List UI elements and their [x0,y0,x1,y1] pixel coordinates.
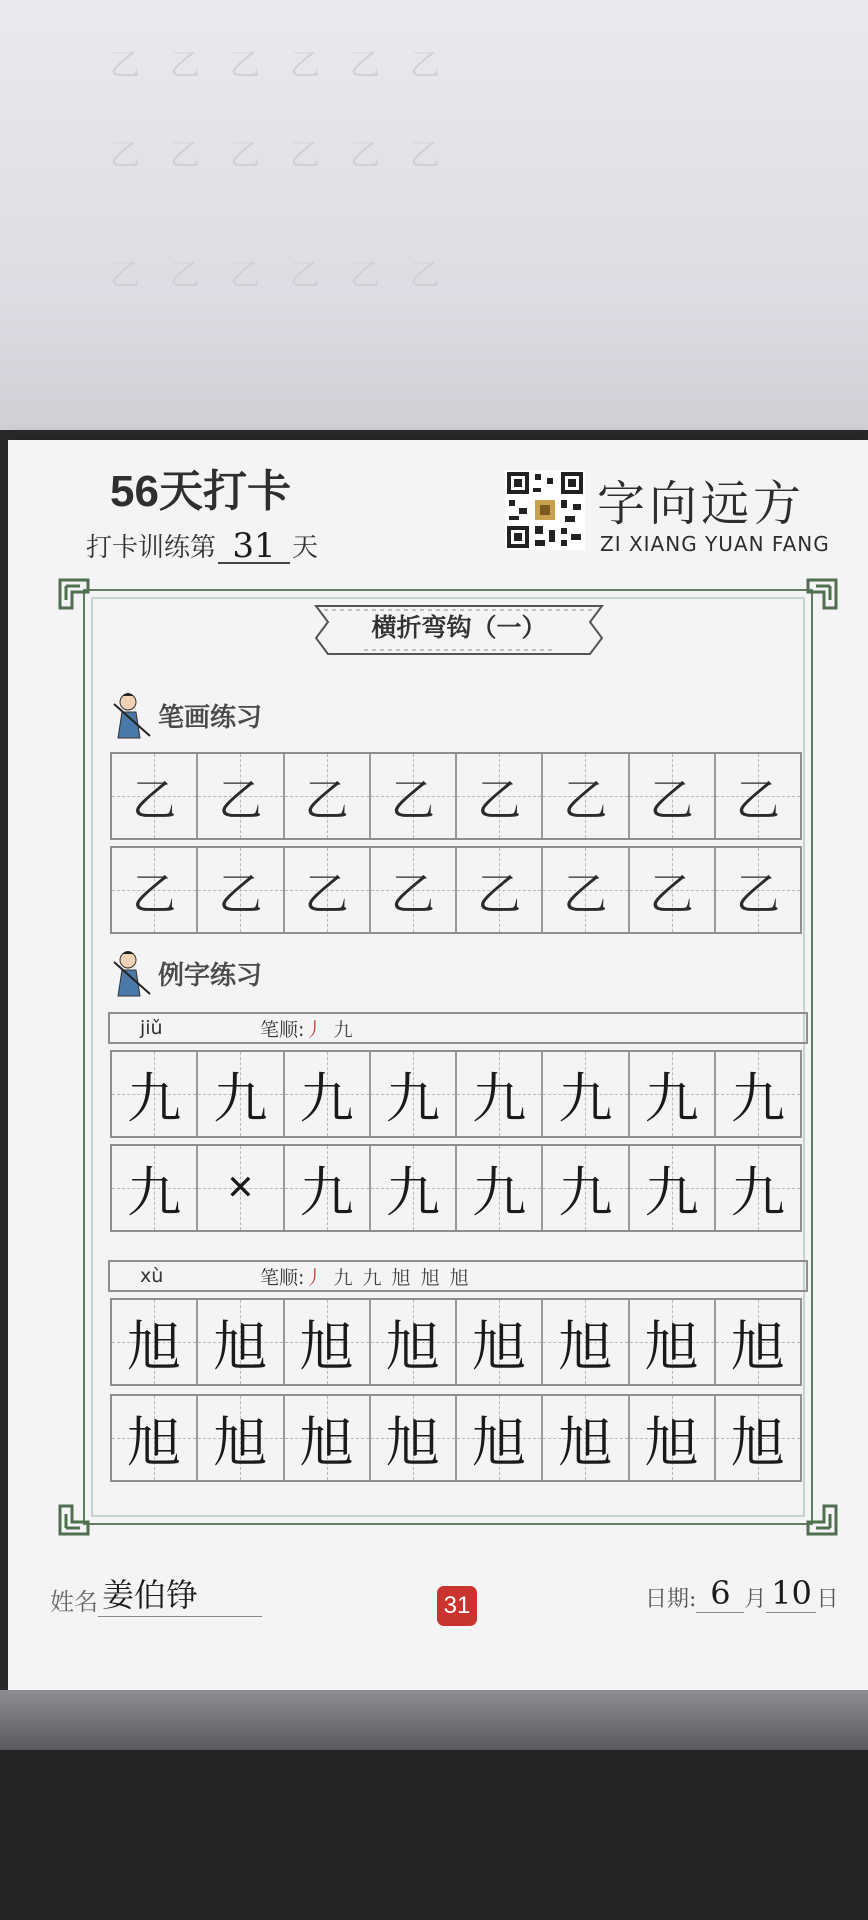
stroke-order-rest: 九 九 旭 旭 旭 [325,1266,471,1289]
calligrapher-icon [112,948,152,998]
handwritten-char: 旭 [558,1314,613,1378]
name-label: 姓名 [50,1588,98,1616]
month-label: 月 [744,1587,767,1612]
practice-cell [198,1300,284,1384]
stroke-order-first: 丿 [304,1266,326,1289]
practice-cell [716,754,800,838]
example-practice-heading [112,948,262,998]
practice-cell [630,754,716,838]
practice-cell [716,1300,800,1384]
practice-cell [457,754,543,838]
stroke-glyph: 乙 [735,775,780,826]
checkin-day-suffix: 天 [292,533,319,563]
lesson-title-banner [314,600,604,662]
practice-cell [112,1052,198,1136]
pinyin: xù [140,1265,164,1287]
practice-cell [198,848,284,932]
date-line [645,1574,838,1613]
calligrapher-icon [112,690,152,740]
practice-cell [285,848,371,932]
page-number-badge: 31 [437,1586,477,1626]
checkin-day-prefix: 打卡训练第 [86,533,217,563]
practice-cell [371,1052,457,1136]
practice-cell [543,1146,629,1230]
practice-cell [371,848,457,932]
handwritten-char: 旭 [472,1314,527,1378]
handwritten-char: 旭 [213,1410,268,1474]
handwritten-char: 九 [127,1160,182,1224]
stroke-glyph: 乙 [477,775,522,826]
handwritten-char: 九 [385,1066,440,1130]
handwritten-char: 旭 [127,1314,182,1378]
stroke-glyph: 乙 [390,869,435,920]
example-row-jiu-1 [110,1050,802,1138]
student-name-line [50,1570,262,1617]
checkin-day-value: 31 [218,530,290,564]
practice-cell [285,1396,371,1480]
practice-cell [371,1396,457,1480]
student-name-value: 姜伯铮 [98,1570,262,1617]
stroke-order-rest: 九 [325,1018,355,1041]
handwritten-char: 九 [644,1066,699,1130]
practice-cell [543,1396,629,1480]
example-practice-label: 例字练习 [158,960,263,991]
stroke-order-first: 丿 [304,1018,326,1041]
handwritten-char: 旭 [558,1410,613,1474]
practice-cell [716,1052,800,1136]
char-info-bar-jiu [108,1012,808,1044]
practice-cell [543,848,629,932]
date-label: 日期: [645,1587,697,1612]
stroke-practice-label: 笔画练习 [158,702,263,733]
stroke-practice-row-2 [110,846,802,934]
brand-logo-english: ZI XIANG YUAN FANG [600,532,830,556]
handwritten-char: 旭 [385,1314,440,1378]
stroke-glyph: 乙 [477,869,522,920]
stroke-glyph: 乙 [390,775,435,826]
stroke-glyph: 乙 [649,869,694,920]
handwritten-char: 九 [472,1160,527,1224]
crossed-out-mark: ✕ [226,1168,255,1208]
practice-cell [457,1052,543,1136]
handwritten-char: 旭 [730,1314,785,1378]
example-row-xu-1 [110,1298,802,1386]
handwritten-char: 九 [472,1066,527,1130]
handwritten-char: 旭 [299,1410,354,1474]
practice-cell [543,754,629,838]
handwritten-char: 旭 [730,1410,785,1474]
stroke-glyph: 乙 [649,775,694,826]
stroke-glyph: 乙 [563,869,608,920]
example-row-jiu-2 [110,1144,802,1232]
handwritten-char: 九 [730,1160,785,1224]
practice-cell [716,848,800,932]
practice-cell [112,1396,198,1480]
practice-cell [457,1300,543,1384]
show-through-marks: 乙 乙 乙 乙 乙 乙 [110,258,440,293]
show-through-marks: 乙 乙 乙 乙 乙 乙 [110,138,440,173]
practice-cell [716,1146,800,1230]
handwritten-char: 九 [385,1160,440,1224]
practice-cell [285,1146,371,1230]
practice-cell [371,754,457,838]
previous-page-sheet [0,0,868,430]
stroke-practice-heading [112,690,262,740]
stroke-order [304,1263,470,1290]
example-row-xu-2 [110,1394,802,1482]
handwritten-char: 旭 [213,1314,268,1378]
practice-cell [630,1146,716,1230]
handwritten-char: 旭 [385,1410,440,1474]
handwritten-char: 旭 [299,1314,354,1378]
practice-cell [112,848,198,932]
day-label: 日 [816,1587,839,1612]
stroke-glyph: 乙 [304,775,349,826]
stroke-glyph: 乙 [563,775,608,826]
practice-cell [543,1300,629,1384]
practice-cell [285,1300,371,1384]
brand-logo-chinese: 字向远方 [597,476,806,532]
practice-cell [630,1396,716,1480]
handwritten-char: 九 [644,1160,699,1224]
practice-cell [112,754,198,838]
handwritten-char: 九 [299,1066,354,1130]
handwritten-char: 旭 [644,1410,699,1474]
stroke-glyph: 乙 [132,775,177,826]
practice-cell [198,1052,284,1136]
practice-cell [630,1300,716,1384]
practice-cell [198,1396,284,1480]
stroke-glyph: 乙 [304,869,349,920]
practice-cell [285,1052,371,1136]
stroke-glyph: 乙 [132,869,177,920]
stroke-glyph: 乙 [218,775,263,826]
stroke-glyph: 乙 [735,869,780,920]
practice-cell [457,1396,543,1480]
practice-cell [630,848,716,932]
desk-surface [0,1750,868,1920]
practice-cell [285,754,371,838]
handwritten-char: 旭 [644,1314,699,1378]
handwritten-char: 九 [558,1160,613,1224]
practice-cell [457,1146,543,1230]
practice-cell [457,848,543,932]
checkin-day-line [86,527,318,564]
lesson-title: 横折弯钩（一） [371,613,547,642]
practice-cell [112,1300,198,1384]
handwritten-char: 九 [558,1066,613,1130]
pinyin: jiǔ [140,1017,163,1039]
stroke-glyph: 乙 [218,869,263,920]
practice-cell [198,1146,284,1230]
handwritten-char: 九 [213,1066,268,1130]
show-through-marks: 乙 乙 乙 乙 乙 乙 [110,48,440,83]
stroke-practice-row-1 [110,752,802,840]
practice-cell [371,1146,457,1230]
date-month-value: 6 [696,1574,744,1613]
book-edge [0,1690,868,1750]
char-info-bar-xu [108,1260,808,1292]
practice-cell [371,1300,457,1384]
practice-cell [543,1052,629,1136]
stroke-order-label: 笔顺: [260,1266,305,1289]
handwritten-char: 旭 [127,1410,182,1474]
handwritten-char: 九 [127,1066,182,1130]
stroke-order [304,1015,354,1042]
handwritten-char: 九 [730,1066,785,1130]
practice-cell [198,754,284,838]
practice-cell [716,1396,800,1480]
handwritten-char: 旭 [472,1410,527,1474]
practice-cell [112,1146,198,1230]
date-day-value: 10 [766,1574,816,1613]
page-title: 56天打卡 [110,467,291,516]
stroke-order-label: 笔顺: [260,1018,305,1041]
practice-cell [630,1052,716,1136]
qr-code-icon [505,470,585,550]
handwritten-char: 九 [299,1160,354,1224]
